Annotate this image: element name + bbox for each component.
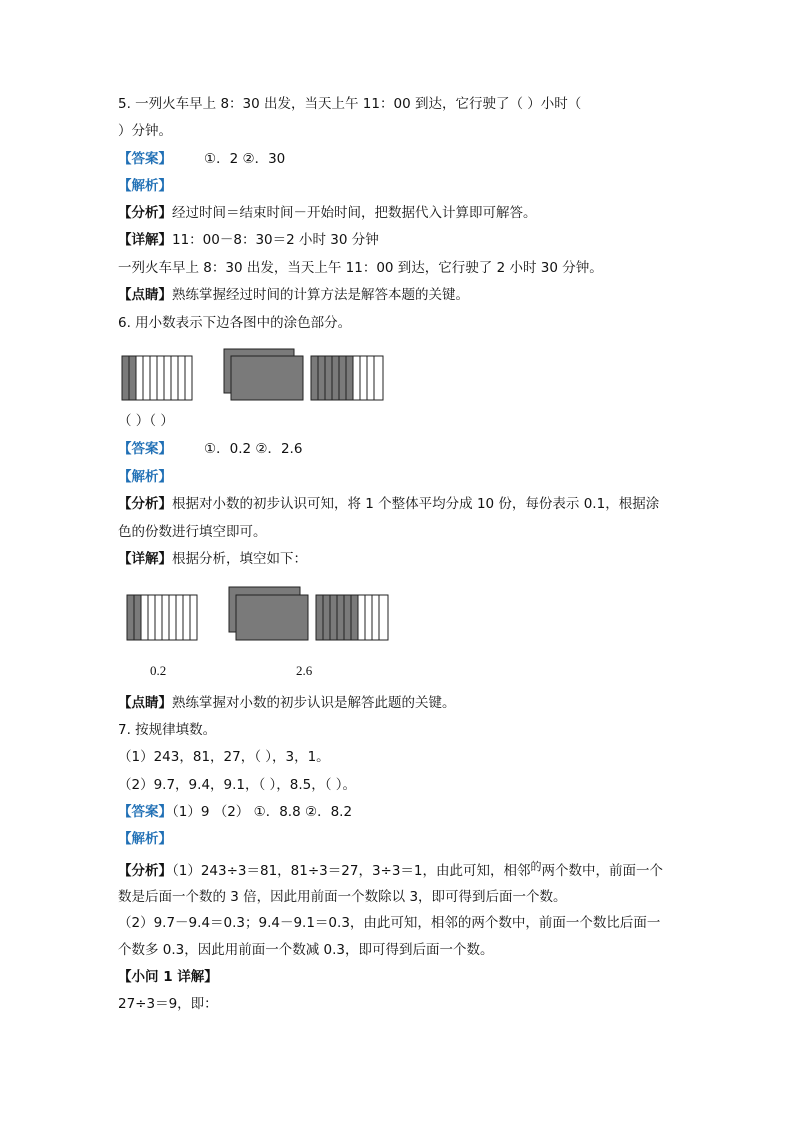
answer-text: ①．2 ②．30 — [204, 151, 286, 167]
answer-label: 【答案】 — [118, 441, 172, 457]
solution-two-wholes — [229, 587, 308, 640]
q6-jiexi: 【解析】 — [118, 469, 172, 485]
dianjing-text: 熟练掌握对小数的初步认识是解答此题的关键。 — [172, 695, 456, 711]
q7-jiexi: 【解析】 — [118, 831, 172, 847]
fenxi-superscript: 的 — [530, 860, 542, 873]
two-wholes — [224, 349, 303, 400]
q7-part2: （2）9.7，9.4，9.1，（ ），8.5，（ ）。 — [118, 777, 357, 793]
q7-fenxi-3: （2）9.7－9.4＝0.3；9.4－9.1＝0.3，由此可知，相邻的两个数中，前面一个数比后面一 — [118, 915, 661, 931]
dianjing-text: 熟练掌握经过时间的计算方法是解答本题的关键。 — [172, 287, 469, 303]
q6-question-figure — [120, 346, 390, 404]
q5-jiexi: 【解析】 — [118, 178, 172, 194]
q6-fenxi-1 — [118, 495, 659, 513]
q5-answer — [118, 150, 285, 168]
q6-xiangjie — [118, 550, 307, 568]
xiangjie-text: 根据分析，填空如下： — [172, 551, 307, 567]
q5-line1: 5. 一列火车早上 8：30 出发，当天上午 11：00 到达，它行驶了（ ）小时（ — [118, 96, 582, 112]
fenxi-text-cont: 两个数中，前面一个 — [541, 863, 664, 879]
q7-last-line: 27÷3＝9，即： — [118, 996, 218, 1012]
answer-label: 【答案】 — [118, 804, 172, 820]
q5-line2: ）分钟。 — [118, 123, 172, 139]
answer-text: （1）9 （2） ①．8.8 ②．8.2 — [172, 804, 353, 820]
q7-part1: （1）243，81，27，（ ），3，1。 — [118, 749, 330, 765]
q6-blanks: （ ）（ ） — [118, 413, 174, 429]
solution-label-2: 2.6 — [296, 663, 313, 678]
dianjing-label: 【点睛】 — [118, 287, 172, 303]
fenxi-text: （1）243÷3＝81，81÷3＝27，3÷3＝1，由此可知，相邻 — [172, 863, 531, 879]
solution-strip-0-6 — [316, 595, 388, 640]
solution-strip-0-2 — [127, 595, 197, 640]
strip-0-6 — [311, 356, 383, 400]
q7-fenxi-1 — [118, 862, 663, 881]
xiangjie-text: 11：00－8：30＝2 小时 30 分钟 — [172, 232, 379, 248]
q5-dianjing — [118, 286, 469, 304]
fenxi-label: 【分析】 — [118, 863, 172, 879]
fenxi-text: 经过时间＝结束时间－开始时间，把数据代入计算即可解答。 — [172, 205, 537, 221]
q7-xiaowen: 【小问 1 详解】 — [118, 969, 218, 985]
answer-text: ①．0.2 ②．2.6 — [204, 441, 303, 457]
q7-answer — [118, 803, 352, 821]
q7-title: 7. 按规律填数。 — [118, 722, 217, 738]
fenxi-label: 【分析】 — [118, 496, 172, 512]
q7-fenxi-2: 数是后面一个数的 3 倍，因此用前面一个数除以 3，即可得到后面一个数。 — [118, 889, 567, 905]
q5-conclusion: 一列火车早上 8：30 出发，当天上午 11：00 到达，它行驶了 2 小时 30 分钟。 — [118, 260, 603, 276]
q6-answer — [118, 440, 302, 458]
q5-xiangjie — [118, 231, 379, 249]
fenxi-label: 【分析】 — [118, 205, 172, 221]
q7-fenxi-4: 个数多 0.3，因此用前面一个数减 0.3，即可得到后面一个数。 — [118, 942, 494, 958]
answer-label: 【答案】 — [118, 151, 172, 167]
q6-solution-figure — [125, 583, 395, 645]
q6-dianjing — [118, 694, 456, 712]
q6-title: 6. 用小数表示下边各图中的涂色部分。 — [118, 315, 352, 331]
xiangjie-label: 【详解】 — [118, 232, 172, 248]
strip-0-2 — [122, 356, 192, 400]
q6-fenxi-2: 色的份数进行填空即可。 — [118, 524, 267, 540]
xiangjie-label: 【详解】 — [118, 551, 172, 567]
fenxi-text: 根据对小数的初步认识可知，将 1 个整体平均分成 10 份，每份表示 0.1，根据涂 — [172, 496, 660, 512]
q5-fenxi — [118, 204, 537, 222]
solution-label-1: 0.2 — [150, 663, 167, 678]
dianjing-label: 【点睛】 — [118, 695, 172, 711]
